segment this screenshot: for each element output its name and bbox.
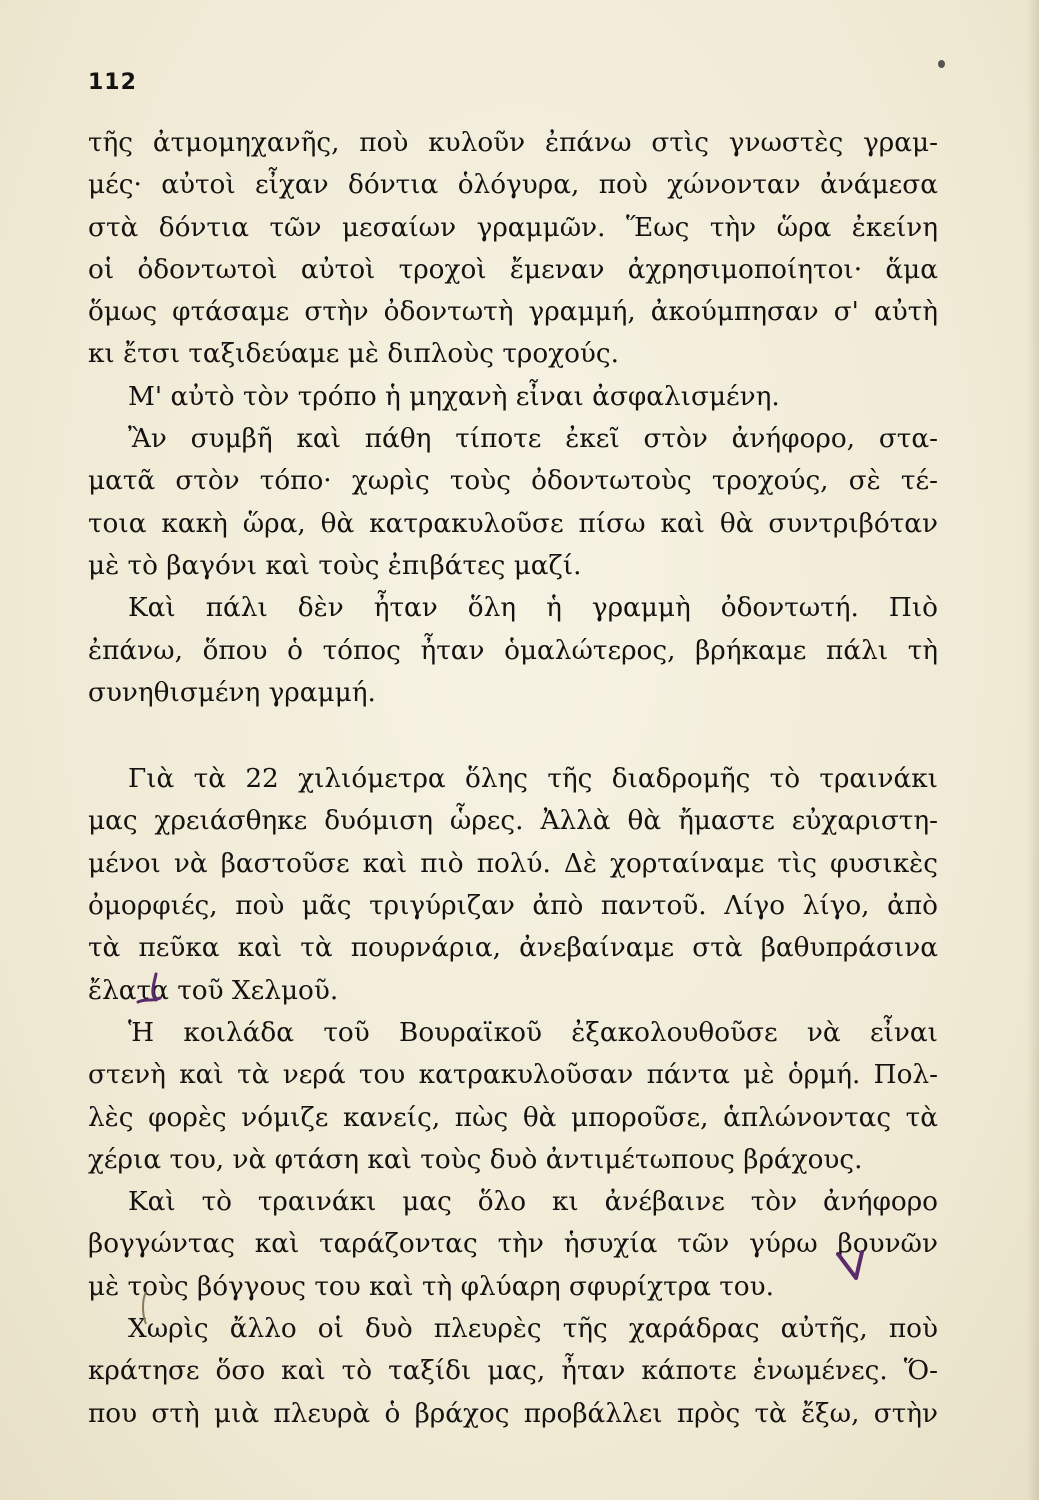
text-line: ὅμως φτάσαμε στὴν ὀδοντωτὴ γραμμή, ἀκούμπησαν σ' αὐτὴ [88,297,938,328]
text-line: στὰ δόντια τῶν μεσαίων γραμμῶν. Ἕως τὴν ὥρα ἐκείνη [88,212,938,243]
text-line: βογγώντας καὶ ταράζοντας τὴν ἡσυχία τῶν γύρω βουνῶν [88,1229,938,1260]
text-line: μας χρειάσθηκε δυόμιση ὧρες. Ἀλλὰ θὰ ἤμαστε εὐχαριστη- [88,806,938,837]
text-line: ἐπάνω, ὅπου ὁ τόπος ἦταν ὁμαλώτερος, βρήκαμε πάλι τὴ [88,635,938,666]
text-line: τῆς ἀτμομηχανῆς, ποὺ κυλοῦν ἐπάνω στὶς γνωστὲς γραμ- [88,128,938,158]
text-line: Μ' αὐτὸ τὸν τρόπο ἡ μηχανὴ εἶναι ἀσφαλισμένη. [128,381,780,412]
text-line: που στὴ μιὰ πλευρὰ ὁ βράχος προβάλλει πρὸς τὰ ἔξω, στὴν [88,1398,938,1429]
text-line: λὲς φορὲς νόμιζε κανείς, πὼς θὰ μποροῦσε, ἁπλώνοντας τὰ [88,1102,938,1133]
text-line: χέρια του, νὰ φτάση καὶ τοὺς δυὸ ἀντιμέτωπους βράχους. [88,1144,863,1175]
text-line: ὀμορφιές, ποὺ μᾶς τριγύριζαν ἀπὸ παντοῦ. Λίγο λίγο, ἀπὸ [88,891,938,922]
text-line: μὲ τοὺς βόγγους του καὶ τὴ φλύαρη σφυρίχτρα του. [88,1271,774,1302]
page-edge-shadow [1027,0,1039,1500]
text-line: μές· αὐτοὶ εἶχαν δόντια ὁλόγυρα, ποὺ χώνονταν ἀνάμεσα [88,170,938,201]
text-line: συνηθισμένη γραμμή. [88,677,376,708]
text-line: κράτησε ὅσο καὶ τὸ ταξίδι μας, ἦταν κάποτε ἑνωμένες. Ὅ- [88,1356,938,1387]
ink-dot [938,60,945,68]
text-line: ἔλατα τοῦ Χελμοῦ. [88,975,339,1006]
text-line: τοια κακὴ ὥρα, θὰ κατρακυλοῦσε πίσω καὶ θὰ συντριβόταν [88,508,938,539]
page-number: 112 [88,70,137,95]
text-line: μὲ τὸ βαγόνι καὶ τοὺς ἐπιβάτες μαζί. [88,550,582,581]
text-line: οἱ ὀδοντωτοὶ αὐτοὶ τροχοὶ ἔμεναν ἀχρησιμοποίητοι· ἅμα [88,254,938,285]
pen-paragraph-mark [134,972,174,1012]
body-text [88,122,938,1435]
text-line: ματᾶ στὸν τόπο· χωρὶς τοὺς ὀδοντωτοὺς τροχούς, σὲ τέ- [88,466,938,497]
text-line: Καὶ πάλι δὲν ἦταν ὅλη ἡ γραμμὴ ὀδοντωτή. Πιὸ [128,593,938,624]
text-line: στενὴ καὶ τὰ νερά του κατρακυλοῦσαν πάντα μὲ ὁρμή. Πολ- [88,1060,938,1091]
text-line: τὰ πεῦκα καὶ τὰ πουρνάρια, ἀνεβαίναμε στὰ βαθυπράσινα [88,933,938,964]
text-line: μένοι νὰ βαστοῦσε καὶ πιὸ πολύ. Δὲ χορταίναμε τὶς φυσικὲς [88,848,938,879]
text-line: Ἂν συμβῆ καὶ πάθη τίποτε ἐκεῖ στὸν ἀνήφορο, στα- [128,424,938,455]
pen-bracket-mark [138,1290,152,1326]
text-line: Καὶ τὸ τραινάκι μας ὅλο κι ἀνέβαινε τὸν ἀνήφορο [128,1187,938,1218]
text-line: Χωρὶς ἄλλο οἱ δυὸ πλευρὲς τῆς χαράδρας αὐτῆς, ποὺ [128,1314,938,1345]
text-line: Γιὰ τὰ 22 χιλιόμετρα ὅλης τῆς διαδρομῆς τὸ τραινάκι [128,764,938,795]
pen-check-mark [834,1246,884,1286]
text-line: κι ἔτσι ταξιδεύαμε μὲ διπλοὺς τροχούς. [88,339,619,370]
text-line: Ἡ κοιλάδα τοῦ Βουραϊκοῦ ἐξακολουθοῦσε νὰ εἶναι [128,1017,938,1048]
